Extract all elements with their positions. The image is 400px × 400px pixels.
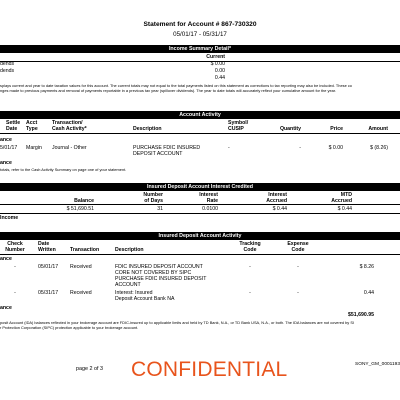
ida-description: Deposit Account Bank NA [115, 296, 175, 302]
activity-section-label: ance [0, 137, 12, 143]
interest-header-rule [0, 204, 400, 205]
income-row-value: 0.44 [214, 75, 225, 81]
activity-description: PURCHASE FDIC INSURED [133, 145, 201, 151]
income-row-label: dends [0, 61, 15, 67]
ida-amount: $ 8.26 [359, 264, 374, 270]
activity-price: $ 0.00 [328, 145, 343, 151]
activity-amount: $ (8.26) [370, 145, 388, 151]
col-ida-transaction: Transaction [70, 247, 100, 253]
income-row-label: dends [0, 68, 15, 74]
ida-description: ACCOUNT [115, 282, 141, 288]
ida-header-rule [0, 254, 400, 255]
activity-acct: Margin [26, 145, 42, 151]
statement-title: Statement for Account # 867-730320 [143, 21, 257, 28]
income-summary-note: splays current and year to date taxation values for this account. The current totals may not equal to the total payments listed on this statement as corrections to tax reporting may also be included. These co [0, 83, 352, 88]
ida-description: CORE NOT COVERED BY SIPC [115, 270, 192, 276]
ida-activity-bar: Insured Deposit Account Activity [0, 232, 400, 240]
ida-footnote: posit Account (IDA) balances reflected in your brokerage account are FDIC-insured up to applicable limits and held by TD Bank, N.A., or TD Bank USA, N.A., or both. The IDA balances are not covered by SI [0, 320, 355, 325]
col-settle-date: Settle Date [6, 120, 21, 132]
ida-closing-label: ance [0, 305, 12, 311]
account-activity-bar: Account Activity [0, 111, 400, 119]
ida-expense: - [297, 290, 299, 296]
interest-balance: $ 51,690.51 [66, 206, 94, 212]
activity-note: totals, refer to the Cash Activity Summary on page one of your statement. [0, 167, 127, 172]
col-tracking-code: Tracking Code [239, 241, 261, 253]
activity-transaction: Journal - Other [52, 145, 87, 151]
ida-expense: - [297, 264, 299, 270]
interest-rate: 0.0100 [202, 206, 218, 212]
ida-description: FDIC INSURED DEPOSIT ACCOUNT [115, 264, 203, 270]
ida-date: 05/31/17 [38, 290, 59, 296]
col-ida-description: Description [115, 247, 144, 253]
col-interest-rate: Interest Rate [199, 192, 218, 204]
col-amount: Amount [368, 126, 388, 132]
col-quantity: Quantity [279, 126, 301, 132]
statement-period: 05/01/17 - 05/31/17 [173, 31, 227, 38]
income-row-value: $ 0.00 [210, 61, 225, 67]
ida-check: - [14, 290, 16, 296]
ida-date: 05/01/17 [38, 264, 59, 270]
activity-description: DEPOSIT ACCOUNT [133, 151, 183, 157]
page-number: page 2 of 3 [76, 366, 103, 372]
ida-amount: 0.44 [363, 290, 374, 296]
col-price: Price [330, 126, 343, 132]
activity-symbol: - [228, 145, 230, 151]
ida-transaction: Received [70, 264, 92, 270]
interest-days: 31 [157, 206, 163, 212]
income-header-rule [0, 61, 400, 62]
col-check-number: Check Number [5, 241, 25, 253]
interest-accrued: $ 0.44 [272, 206, 287, 212]
activity-quantity: - [299, 145, 301, 151]
ida-closing-amount: $51,690.95 [348, 312, 374, 318]
income-summary-note: nges made to previous payments and removal of payments reportable in a previous tax year (spillover dividends). The year to date totals will accurately reflect your cumulative amount for the year. [0, 88, 336, 93]
ida-tracking: - [249, 290, 251, 296]
col-description: Description [133, 126, 162, 132]
income-row-value: 0.00 [214, 68, 225, 74]
ida-footnote: r Protection Corporation (SIPC) protection applicable to your brokerage account. [0, 325, 139, 330]
col-symbol-cusip: Symbol/ CUSIP [228, 120, 249, 132]
document-id: SONY_GM_0001193 [355, 362, 400, 367]
interest-row-rule [0, 213, 400, 214]
activity-date: 5/01/17 [0, 145, 18, 151]
col-transaction: Transaction/ Cash Activity* [52, 120, 87, 132]
col-balance: Balance [74, 198, 94, 204]
ida-section-label: ance [0, 256, 12, 262]
ida-description: Interest: Insured [115, 290, 153, 296]
col-mtd-accrued: MTD Accrued [331, 192, 352, 204]
ida-check: - [14, 264, 16, 270]
activity-header-rule [0, 133, 400, 134]
confidential-stamp: CONFIDENTIAL [131, 358, 288, 381]
interest-footer-label: Income [0, 215, 19, 221]
activity-section-label: ance [0, 160, 12, 166]
col-expense-code: Expense Code [287, 241, 309, 253]
interest-bar: Insured Deposit Account Interest Credited [0, 183, 400, 191]
income-current-header: Current [206, 54, 225, 60]
col-acct-type: Acct Type [26, 120, 38, 132]
col-days: Number of Days [143, 192, 163, 204]
ida-transaction: Received [70, 290, 92, 296]
ida-description: PURCHASE FDIC INSURED DEPOSIT [115, 276, 207, 282]
col-interest-accrued: Interest Accrued [266, 192, 287, 204]
income-summary-bar: Income Summary Detail* [0, 45, 400, 53]
col-date-written: Date Written [38, 241, 56, 253]
ida-tracking: - [249, 264, 251, 270]
interest-mtd: $ 0.44 [337, 206, 352, 212]
